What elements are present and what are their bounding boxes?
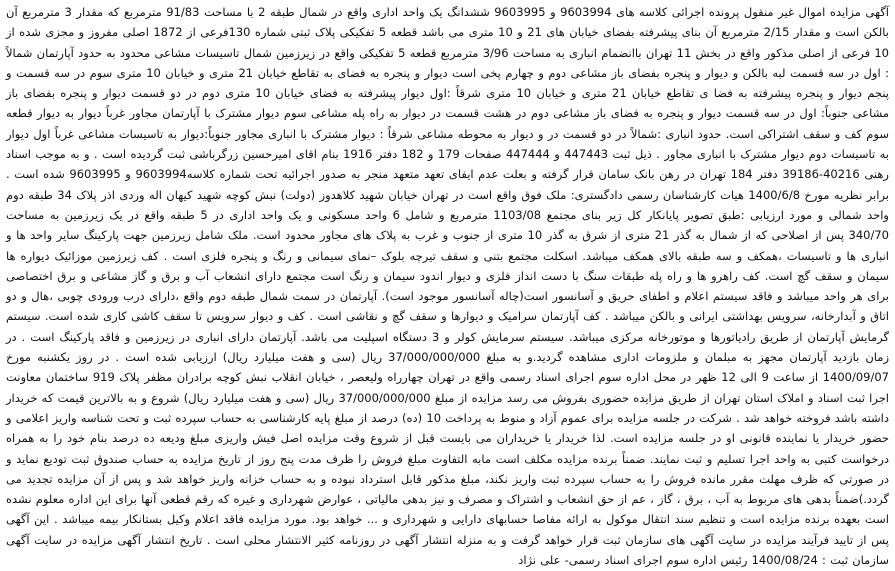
auction-notice-text: آگهی مزایده اموال غیر منقول پرونده اجرائی کلاسه های 9603994 و 9603995 ششدانگ یک واحد اداری واقع در شمال طبقه 2 با مساحت 91/83 مترمربع که مقدار 3 مترمربع آن بالکن است و مقدار 2/15 مترمربع آن بنای پیشرفته بفضای خیابان های 21 و 10 متری می باشد قطعه 5 تفکیکی پلاک ثبتی شماره 130فرعی از 1872 اصلی مفروز و مجزی شده از 10 فرعی از اصلی مذکور واقع در بخش 11 تهران باانضمام انباری به مساحت 3/96 مترمربع قطعه 5 تفکیکی واقع در زیرزمین شمال تاسیسات مشاعی محدود به حدود آپارتمان شمالاً : اول در سه قسمت لبه بالکن و دیوار و پنجره بفضای باز مشاعی دوم و چهارم پخی است دیوار و پنجره به فضای به تقاطع خیابان 21 متری و خیابان 10 متری سوم در سه قسمت و پنجم دیوار و پنجره پیشرفته به فضا ی تقاطع خیابان 21 متری و خیابان 10 متری شرقاً :اول دیوار پیشرفته به فضای خیابان 10 متری دوم در دو قسمت دیوار و پنجره بفضای باز مشاعی جنوباً: اول در سه قسمت دیوار و پنجره به فضای باز مشاعی دوم در هشت قسمت در دیوار به راه پله مشاعی سوم دیوار مشترک با آپارتمان مجاور غرباً دیوار به دیوار قطعه سوم کف و سقف اشتراکی است. حدود انباری :شمالاً در دو قسمت در و دیوار به محوطه مشاعی شرقاً : دیوار مشترک با انباری مجاور جنوباً:دیوار به تاسیسات مشاعی غرباً اول دیوار به تاسیسات دوم دیوار مشترک با انباری مجاور . ذیل ثبت 447443 و 447444 صفحات 179 و 182 دفتر 1916 بنام اقای امیرحسین زرگرباشی ثبت گردیده است . و به موجب اسناد رهنی 40216-39186 دفتر 184 تهران در رهن بانک سامان قرار گرفته و بعلت عدم ایفای تعهد متعهد منجر به صدور اجرائیه تحت شماره کلاسه9603994 و 9603995 شده است . برابر نظریه مورخ 1400/6/8 هیات کارشناسان رسمی دادگستری: ملک فوق واقع است در تهران خیابان شهید کلاهدوز (دولت) نبش کوچه شهید کیهان اله وردی اذر پلاک 34 طبقه دوم واحد شمالی و مورد ارزیابی :طبق تصویر پایانکار کل زیر بنای مجتمع 1103/08 مترمربع و شامل 6 واحد مسکونی و یک واحد اداری در 5 طبقه واقع در یک زیرزمین به مساحت 340/70 پس از اصلاحی که از شمال به گذر 21 متری از شرق به گذر 10 متری از جنوب و غرب به پلاک های مجاور محدود است. ملک شامل زیرزمین جهت پارکینگ سایر واحد ها و انباری ها و تاسیسات ،همکف و سه طبقه بالای همکف میباشد. اسکلت مجتمع بتنی و سقف تیرچه بلوک –نمای سیمانی و رنگ و پنجره فلزی است . کف زیرزمین موزائیک دیواره ها سیمان و سقف گچ است. کف راهرو ها و راه پله طبقات سنگ با دست انداز فلزی و دیوار اندود سیمان و رنگ است مجتمع دارای انشعاب آب و برق و گاز مشاعی و برق اختصاصی برای هر واحد میباشد و فاقد سیستم اعلام و اطفای حریق و آسانسور است(چاله آسانسور موجود است). آپارتمان در سمت شمال طبقه دوم واقع ،دارای درب ورودی چوبی ،هال و دو اتاق و آبدارخانه، سرویس بهداشتی ایرانی و بالکن میباشد . کف آپارتمان سرامیک و دیوارها و سقف گچ و نقاشی است . کف و دیوار سرویس تا سقف کاشی کاری شده است. سیستم گرمایش آپارتمان از طریق رادیاتورها و موتورخانه مرکزی میباشد. سیستم سرمایش کولر و 3 دستگاه اسپلیت می باشد. آپارتمان دارای انباری در زیرزمین و فاقد پارکینگ است . در زمان بازدید آپارتمان مجهز به مبلمان و ملزومات اداری مشاهده گردید.و به مبلغ 37/000/000/000 ریال (سی و هفت میلیارد ریال) ارزیابی شده است . در روز یکشنبه مورخ 1400/09/07 از ساعت 9 الی 12 ظهر در محل اداره سوم اجرای اسناد رسمی واقع در تهران چهارراه ولیعصر ، خیابان انقلاب نبش کوچه برادران مظفر پلاک 919 ساختمان معاونت اجرا ثبت اسناد و املاک استان تهران از طریق مزایده حضوری بفروش می رسد مزایده از مبلغ 37/000/000/000 ریال (سی و هفت میلیارد ریال) شروع و به بالاترین قیمت که خریدار داشته باشد فروخته خواهد شد . شرکت در جلسه مزایده برای عموم آزاد و منوط به پرداخت 10 (ده) درصد از مبلغ پایه کارشناسی به حساب سپرده ثبت و تحت شناسه واریز اعلامی و حضور خریدار یا نماینده قانونی او در جلسه مزایده است. لذا خریدار یا خریداران می بایست قبل از شروع وقت مزایده اصل فیش واریزی مبلغ ودیعه ده درصد بنام خود را به همراه درخواست کتبی به واحد اجرا تسلیم و ثبت نمایند. ضمناً برنده مزایده مکلف است مابه التفاوت مبلغ فروش را ظرف مدت پنج روز از تاریخ مزایده به حساب صندوق ثبت تودیع نماید و در صورتی که ظرف مهلت مقرر مانده فروش را به حساب سپرده ثبت واریز نکند، مبلغ مذکور قابل استرداد نبوده و به حساب خزانه واریز خواهد شد و پس از آن مزایده تجدید می گردد.)ضمناً بدهی های مربوط به آب ، برق ، گاز ، عم از حق انشعاب و اشتراک و مصرف و نیز بدهی مالیاتی ، عوارض شهرداری و غیره که رقم قطعی آنها برای این اداره معلوم نشده است بعهده برنده مزایده است و تنظیم سند انتقال موکول به ارائه مفاصا حسابهای دارایی و شهرداری و ... خواهد بود. مورد مزایده فاقد اعلام وکیل بستانکار بیمه میباشد . این آگهی پس از تایید فرآیند مزایده در سایت آگهی های سازمان ثبت قرار خواهد گرفت و به منزله انتشار آگهی در روزنامه کثیر الانتشار محلی است . تاریخ انتشار آگهی مزایده در سایت آگهی سازمان ثبت : 1400/08/24 رئیس اداره سوم اجرای اسناد رسمی- علی نژاد xyxy=(6,5,890,568)
